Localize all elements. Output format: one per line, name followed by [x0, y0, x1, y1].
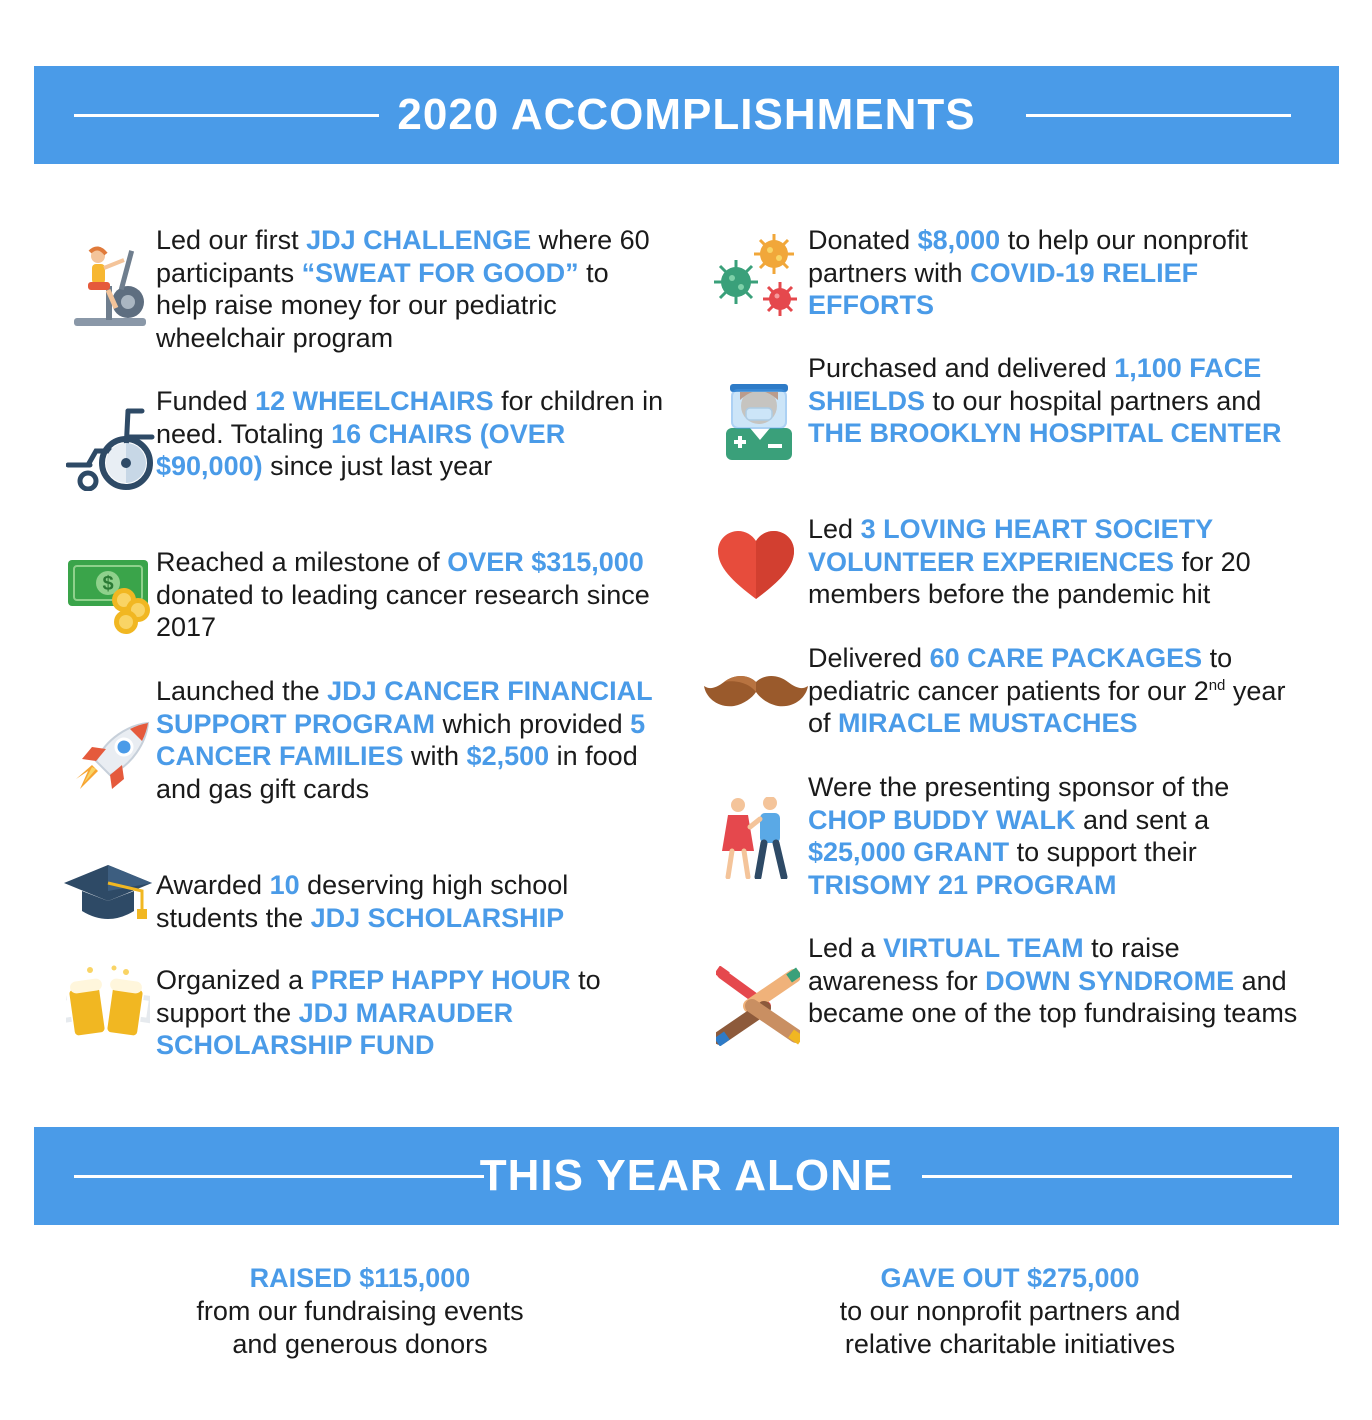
heart-icon: [716, 531, 796, 611]
body-text: since just last year: [262, 451, 493, 482]
highlight-text: 1,100 FACE SHIELDS: [808, 353, 1262, 416]
wheelchair-icon: [66, 407, 156, 499]
walking-people-icon: [718, 797, 794, 887]
banner-rule-right: [922, 1175, 1292, 1178]
body-text: to support their: [1009, 837, 1197, 868]
body-text: to raise awareness for: [808, 933, 1180, 996]
beer-mugs-icon: [66, 964, 150, 1052]
summary-line: from our fundraising events: [196, 1296, 524, 1326]
body-text: donated to leading cancer research since 2017: [156, 579, 650, 643]
item-text: [156, 869, 666, 934]
body-text: Launched the: [156, 676, 328, 706]
highlight-text: 3 LOVING HEART SOCIETY VOLUNTEER EXPERIENCES: [808, 514, 1213, 577]
summary-headline: GAVE OUT $275,000: [880, 1263, 1140, 1293]
body-text: to pediatric cancer patients for our 2: [808, 643, 1233, 706]
virus-icon: [712, 230, 804, 328]
highlight-text: DOWN SYNDROME: [985, 965, 1235, 996]
summary-headline: RAISED $115,000: [249, 1263, 471, 1293]
highlight-text: JDJ MARAUDER SCHOLARSHIP FUND: [156, 997, 514, 1061]
section-banner: [34, 1127, 1339, 1225]
highlight-text: CHOP BUDDY WALK: [808, 804, 1076, 835]
body-text: for 20 members before the pandemic hit: [808, 546, 1251, 610]
highlight-text: MIRACLE MUSTACHES: [838, 708, 1138, 739]
body-text: which provided: [435, 708, 631, 739]
body-text: and became one of the top fundraising teams: [808, 965, 1298, 1029]
banner-rule-right: [1026, 114, 1291, 117]
summary-line: relative charitable initiatives: [844, 1329, 1176, 1359]
body-text: Led a: [808, 933, 884, 963]
body-text: Awarded: [156, 870, 270, 900]
body-text: to help our nonprofit partners with: [808, 225, 1248, 288]
body-text: Donated: [808, 225, 918, 255]
highlight-text: $25,000 GRANT: [808, 837, 1010, 868]
header-banner: [34, 66, 1339, 164]
summary-line: to our nonprofit partners and: [839, 1296, 1181, 1326]
item-text: [808, 642, 1308, 740]
item-text: [808, 513, 1308, 611]
highlight-text: COVID-19 RELIEF EFFORTS: [808, 257, 1199, 321]
highlight-text: 16 CHAIRS (OVER $90,000): [156, 418, 566, 482]
highlight-text: PREP HAPPY HOUR: [310, 965, 571, 995]
highlight-text: $8,000: [917, 225, 1001, 255]
highlight-text: $2,500: [466, 741, 550, 772]
highlight-text: 60 CARE PACKAGES: [929, 643, 1203, 673]
summary-line: and generous donors: [232, 1329, 488, 1359]
summary-raised: [110, 1262, 610, 1361]
highlight-text: JDJ CHALLENGE: [306, 225, 532, 255]
highlight-text: “SWEAT FOR GOOD”: [301, 257, 579, 288]
body-text: Organized a: [156, 965, 311, 995]
item-text: [156, 675, 666, 806]
stacked-hands-icon: [716, 966, 800, 1054]
body-text: with: [403, 741, 467, 772]
item-text: [156, 546, 666, 644]
item-text: [808, 224, 1308, 322]
highlight-text: 10: [269, 870, 300, 900]
body-text: Funded: [156, 386, 256, 416]
summary-gave-out: [760, 1262, 1260, 1361]
body-text: in food and gas gift cards: [156, 741, 638, 805]
item-text: [808, 932, 1308, 1030]
rocket-icon: [68, 721, 152, 809]
graduation-cap-icon: [62, 861, 154, 939]
body-text: deserving high school students the: [156, 870, 569, 933]
ordinal-suffix: nd: [1208, 676, 1226, 694]
highlight-text: JDJ SCHOLARSHIP: [310, 902, 565, 933]
body-text: Were the presenting sponsor of the: [808, 772, 1230, 802]
body-text: to help raise money for our pediatric wheelchair program: [156, 257, 609, 354]
section-title: THIS YEAR ALONE: [479, 1151, 894, 1200]
body-text: Led our first: [156, 225, 307, 255]
body-text: year of: [808, 675, 1286, 739]
exercise-bike-icon: [68, 246, 152, 340]
body-text: to our hospital partners and: [925, 385, 1262, 416]
face-shield-icon: [720, 376, 800, 470]
highlight-text: 5 CANCER FAMILIES: [156, 708, 646, 772]
body-text: to support the: [156, 965, 601, 1028]
highlight-text: TRISOMY 21 PROGRAM: [808, 870, 1117, 901]
body-text: Led: [808, 514, 861, 544]
highlight-text: VIRTUAL TEAM: [883, 933, 1084, 963]
body-text: for children in need. Totaling: [156, 386, 664, 449]
item-text: [156, 964, 666, 1062]
item-text: [808, 771, 1308, 902]
item-text: [156, 224, 666, 355]
body-text: where 60 participants: [156, 225, 650, 288]
highlight-text: THE BROOKLYN HOSPITAL CENTER: [808, 418, 1282, 449]
money-icon: [66, 558, 158, 646]
body-text: Reached a milestone of: [156, 547, 448, 577]
body-text: and sent a: [1075, 804, 1210, 835]
item-text: [808, 352, 1308, 450]
page-title: 2020 ACCOMPLISHMENTS: [397, 90, 976, 139]
highlight-text: OVER $315,000: [447, 547, 644, 577]
highlight-text: 12 WHEELCHAIRS: [255, 386, 494, 416]
svg-text:$: $: [102, 573, 114, 595]
item-text: [156, 385, 666, 483]
highlight-text: JDJ CANCER FINANCIAL SUPPORT PROGRAM: [156, 676, 653, 739]
mustache-icon: [704, 672, 808, 720]
body-text: Delivered: [808, 643, 930, 673]
body-text: Purchased and delivered: [808, 353, 1115, 383]
